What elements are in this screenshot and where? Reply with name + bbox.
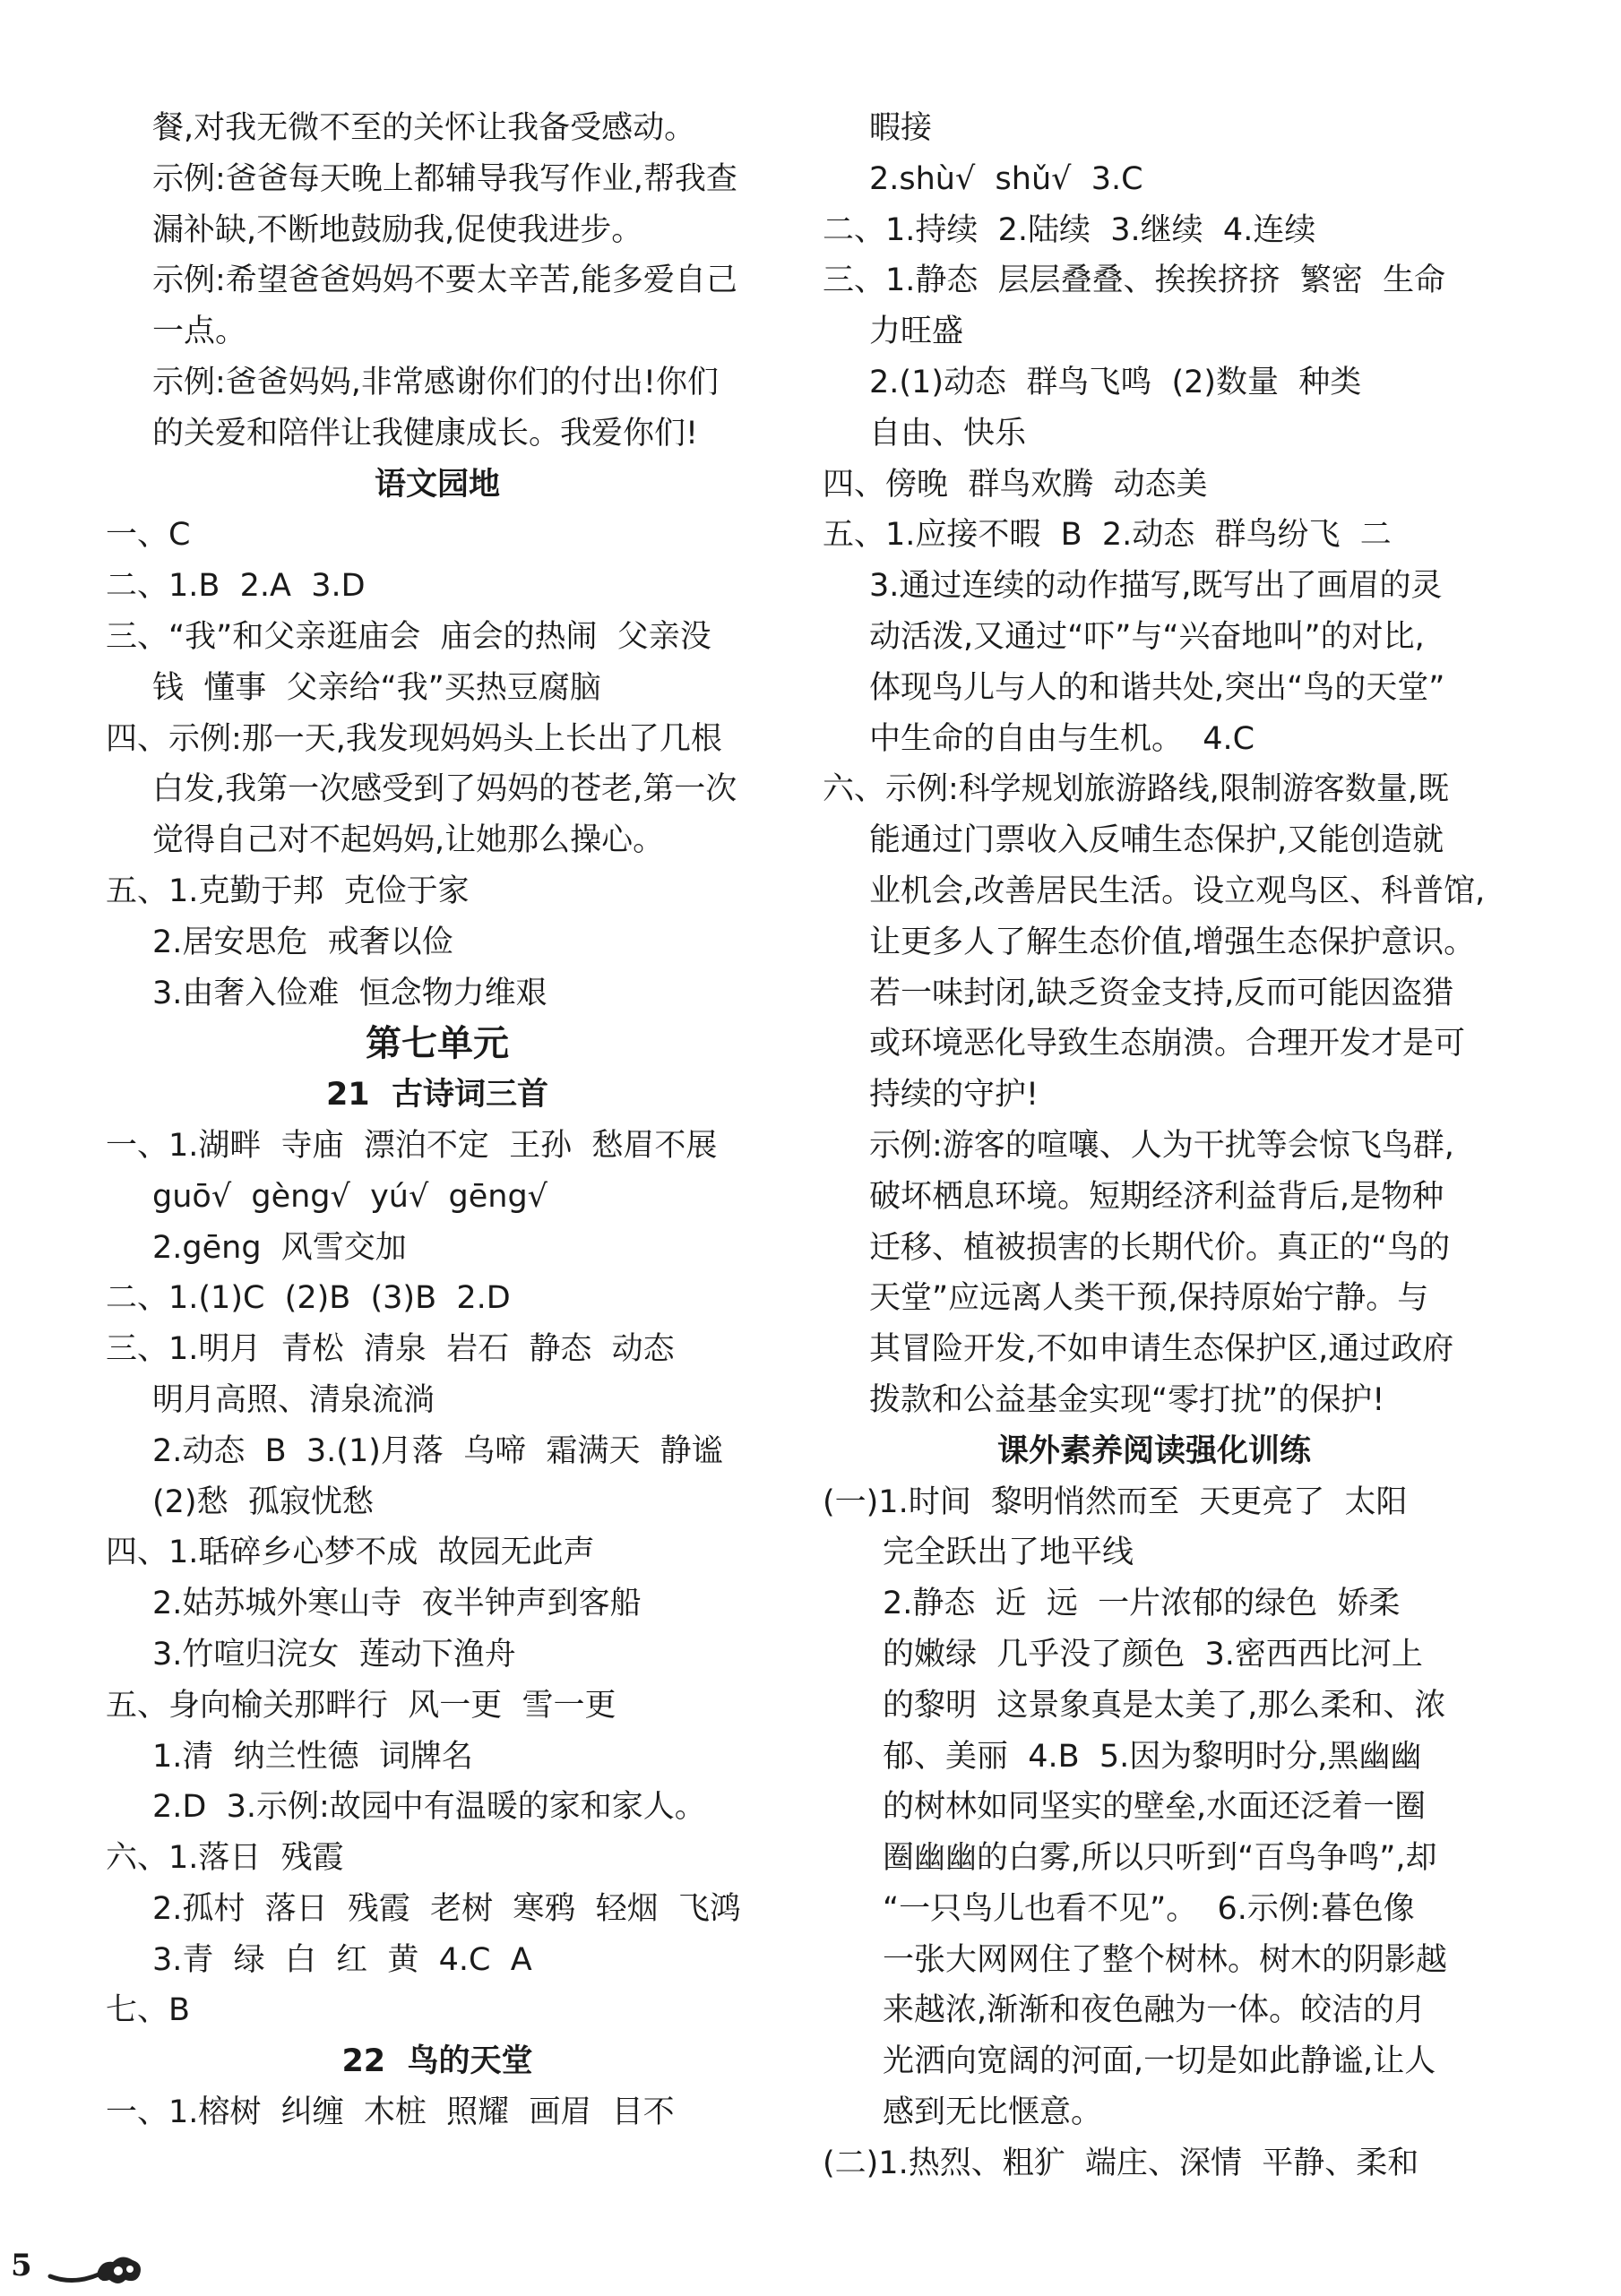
answer-line: 四、傍晚 群鸟欢腾 动态美: [823, 466, 1208, 503]
answer-line: 二、1.B 2.A 3.D: [106, 568, 366, 605]
answer-line: 六、示例:科学规划旅游路线,限制游客数量,既: [823, 771, 1450, 808]
answer-line: 三、1.静态 层层叠叠、挨挨挤挤 繁密 生命: [823, 262, 1446, 299]
answer-line: 让更多人了解生态价值,增强生态保护意识。: [869, 924, 1476, 960]
answer-line: 示例:游客的喧嚷、人为干扰等会惊飞鸟群,: [869, 1127, 1454, 1164]
page-number: 5: [11, 2248, 32, 2283]
answer-line: 持续的守护!: [869, 1077, 1039, 1114]
answer-line: (一)1.时间 黎明悄然而至 天更亮了 太阳: [823, 1483, 1408, 1520]
answer-line: 一、C: [106, 517, 191, 554]
answer-line: 动活泼,又通过“吓”与“兴奋地叫”的对比,: [869, 618, 1425, 655]
answer-line: 五、身向榆关那畔行 风一更 雪一更: [106, 1687, 616, 1724]
answer-line: 2.D 3.示例:故园中有温暖的家和家人。: [152, 1789, 706, 1826]
answer-line: 2.(1)动态 群鸟飞鸣 (2)数量 种类: [869, 364, 1362, 400]
answer-line: 2.shù√ shǔ√ 3.C: [869, 160, 1143, 197]
answer-line: 一、1.湖畔 寺庙 漂泊不定 王孙 愁眉不展: [106, 1127, 718, 1164]
answer-line: 一张大网网住了整个树林。树木的阴影越: [883, 1941, 1448, 1978]
answer-line: 一、1.榕树 纠缠 木桩 照耀 画眉 目不: [106, 2094, 675, 2131]
answer-line: 业机会,改善居民生活。设立观鸟区、科普馆,: [869, 873, 1486, 909]
answer-line: 白发,我第一次感受到了妈妈的苍老,第一次: [152, 771, 737, 808]
answer-line: 七、B: [106, 1992, 191, 2029]
answer-line: 二、1.持续 2.陆续 3.继续 4.连续: [823, 211, 1316, 248]
answer-line: 圈幽幽的白雾,所以只听到“百鸟争鸣”,却: [883, 1840, 1437, 1877]
answer-line: 2.孤村 落日 残霞 老树 寒鸦 轻烟 飞鸿: [152, 1890, 741, 1927]
answer-line: 光洒向宽阔的河面,一切是如此静谧,让人: [883, 2043, 1436, 2080]
answer-line: 的黎明 这景象真是太美了,那么柔和、浓: [883, 1687, 1446, 1724]
answer-line: (2)愁 孤寂忧愁: [152, 1483, 374, 1520]
answer-line: 餐,对我无微不至的关怀让我备受感动。: [152, 110, 696, 146]
answer-line: 若一味封闭,缺乏资金支持,反而可能因盗猎: [869, 975, 1454, 1011]
answer-line: 2.姑苏城外寒山寺 夜半钟声到客船: [152, 1586, 642, 1622]
answer-line: 2.动态 B 3.(1)月落 乌啼 霜满天 静谧: [152, 1432, 723, 1469]
answer-line: 的关爱和陪伴让我健康成长。我爱你们!: [152, 415, 699, 451]
answer-line: guō√ gèng√ yú√ gēng√: [152, 1178, 548, 1215]
left-column: [106, 103, 769, 2138]
cloud-ornament-icon: [47, 2248, 145, 2289]
answer-line: 拨款和公益基金实现“零打扰”的保护!: [869, 1381, 1385, 1418]
section-heading: 课外素养阅读强化训练: [996, 1432, 1311, 1469]
answer-line: 五、1.应接不暇 B 2.动态 群鸟纷飞 二: [823, 517, 1392, 554]
answer-line: 2.居安思危 戒奢以俭: [152, 924, 453, 960]
answer-line: 中生命的自由与生机。 4.C: [869, 720, 1255, 757]
answer-line: 感到无比惬意。: [883, 2094, 1103, 2131]
section-heading: 21 古诗词三首: [325, 1077, 549, 1114]
answer-line: 觉得自己对不起妈妈,让她那么操心。: [152, 822, 665, 859]
answer-line: 体现鸟儿与人的和谐共处,突出“鸟的天堂”: [869, 669, 1445, 706]
answer-line: 示例:爸爸每天晚上都辅导我写作业,帮我查: [152, 160, 737, 197]
answer-line: 漏补缺,不断地鼓励我,促使我进步。: [152, 211, 643, 248]
answer-line: 3.青 绿 白 红 黄 4.C A: [152, 1941, 532, 1978]
answer-line: 暇接: [869, 110, 933, 146]
answer-line: 郁、美丽 4.B 5.因为黎明时分,黑幽幽: [883, 1738, 1422, 1775]
section-heading: 语文园地: [374, 466, 500, 503]
answer-line: 或环境恶化导致生态崩溃。合理开发才是可: [869, 1026, 1466, 1062]
answer-line: 破坏栖息环境。短期经济利益背后,是物种: [869, 1178, 1444, 1215]
answer-line: 完全跃出了地平线: [883, 1535, 1134, 1571]
answer-line: 3.通过连续的动作描写,既写出了画眉的灵: [869, 568, 1443, 605]
answer-line: 示例:爸爸妈妈,非常感谢你们的付出!你们: [152, 364, 719, 400]
answer-line: 示例:希望爸爸妈妈不要太辛苦,能多爱自己: [152, 262, 737, 299]
answer-line: 2.gēng 风雪交加: [152, 1229, 407, 1266]
answer-line: 三、1.明月 青松 清泉 岩石 静态 动态: [106, 1331, 675, 1368]
answer-line: 自由、快乐: [869, 415, 1027, 451]
answer-line: 能通过门票收入反哺生态保护,又能创造就: [869, 822, 1444, 859]
answer-line: 明月高照、清泉流淌: [152, 1381, 435, 1418]
answer-line: 其冒险开发,不如申请生态保护区,通过政府: [869, 1331, 1454, 1368]
answer-line: (二)1.热烈、粗犷 端庄、深情 平静、柔和: [823, 2145, 1419, 2181]
answer-line: 的树林如同坚实的壁垒,水面还泛着一圈: [883, 1789, 1427, 1826]
answer-line: 五、1.克勤于邦 克俭于家: [106, 873, 470, 909]
section-heading: 22 鸟的天堂: [341, 2043, 533, 2080]
answer-line: 来越浓,渐渐和夜色融为一体。皎洁的月: [883, 1992, 1427, 2029]
answer-line: 力旺盛: [869, 314, 964, 350]
answer-line: 三、“我”和父亲逛庙会 庙会的热闹 父亲没: [106, 618, 711, 655]
answer-line: 二、1.(1)C (2)B (3)B 2.D: [106, 1280, 511, 1317]
answer-line: 一点。: [152, 314, 247, 350]
answer-line: “一只鸟儿也看不见”。 6.示例:暮色像: [883, 1890, 1415, 1927]
answer-line: 3.竹喧归浣女 莲动下渔舟: [152, 1636, 516, 1673]
answer-line: 四、示例:那一天,我发现妈妈头上长出了几根: [106, 720, 722, 757]
answer-line: 钱 懂事 父亲给“我”买热豆腐脑: [152, 669, 601, 706]
answer-line: 天堂”应远离人类干预,保持原始宁静。与: [869, 1280, 1429, 1317]
answer-line: 的嫩绿 几乎没了颜色 3.密西西比河上: [883, 1636, 1423, 1673]
answer-line: 四、1.聒碎乡心梦不成 故园无此声: [106, 1535, 595, 1571]
answer-line: 六、1.落日 残霞: [106, 1840, 344, 1877]
answer-line: 迁移、植被损害的长期代价。真正的“鸟的: [869, 1229, 1451, 1266]
answer-line: 2.静态 近 远 一片浓郁的绿色 娇柔: [883, 1586, 1401, 1622]
answer-line: 1.清 纳兰性德 词牌名: [152, 1738, 473, 1775]
answer-line: 3.由奢入俭难 恒念物力维艰: [152, 975, 548, 1011]
right-column: [823, 103, 1486, 2189]
unit-heading: 第七单元: [366, 1023, 509, 1065]
